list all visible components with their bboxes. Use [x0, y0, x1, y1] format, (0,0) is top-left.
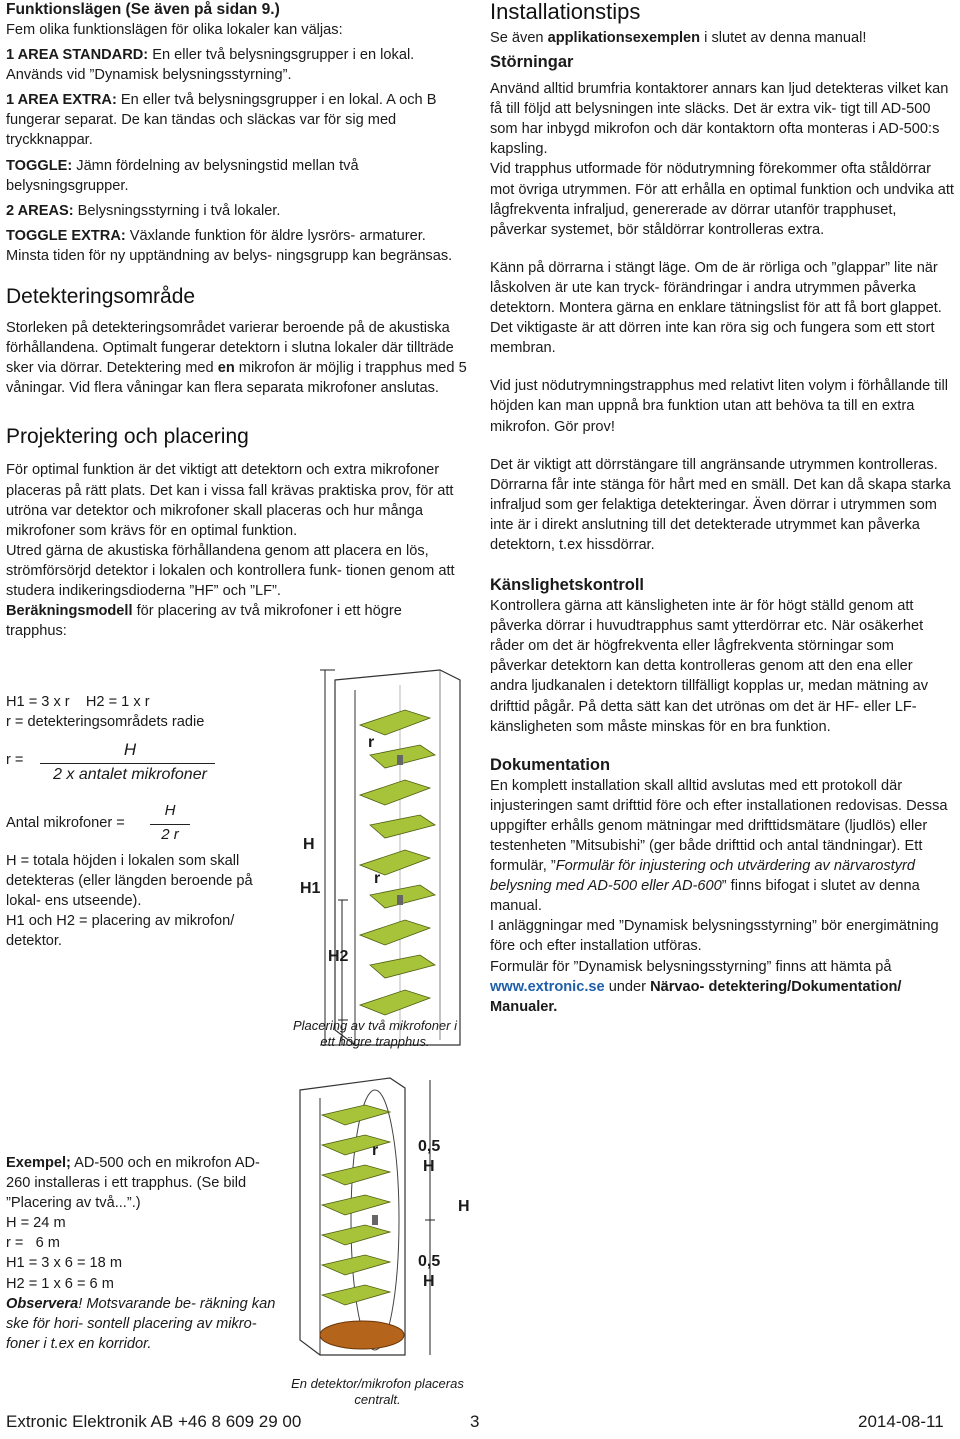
install-note: Se även applikationsexemplen i slutet av denna manual!	[490, 30, 867, 46]
disturbances-heading: Störningar	[490, 53, 574, 72]
formula-ant-num: H	[164, 802, 176, 819]
formula-r-num: H	[123, 740, 137, 759]
label-H1: H1	[300, 880, 321, 897]
mode-item: 1 AREA STANDARD: En eller två belysningsgrupper i en lokal. Används vid ”Dynamisk belysningsstyrning”.	[6, 47, 415, 84]
projecting-heading: Projektering och placering	[6, 425, 249, 449]
formula-block	[6, 692, 296, 732]
label-r: r	[372, 1142, 379, 1159]
stairwell-diagram-1	[280, 650, 480, 1060]
example-text: Exempel; AD-500 och en mikrofon AD-260 installeras i ett trapphus. (Se bild ”Placering av två...”.)	[6, 1155, 260, 1212]
label-bot-05: 0,5	[418, 1253, 441, 1270]
detection-heading: Detekteringsområde	[6, 285, 196, 309]
sensitivity-text: Kontrollera gärna att känsligheten inte är för högt ställd genom att påverka dörrar i huvudtrapphus samt ytterdörrar etc. När osäkerhet råder om det är högfrekventa eller lågfrekventa störningar som påverkar detektorn kan detta kontrolleras genom att den ena eller andra ljudkanalen i detektorn tillfälligt kopplas ur, medan mätning av drifttid pågår. På detta sätt kan det utrönas om det är HF- eller LF-känsligheten som måste minskas för en bra funktion.	[490, 598, 929, 735]
figure-two-microphones	[280, 650, 480, 1060]
figure2-caption: En detektor/mikrofon placeras centralt.	[291, 1376, 464, 1407]
disturbances-p1: Använd alltid brumfria kontaktorer annars kan ljud detekteras vilket kan få till följd att belysningen inte släcks. Det är extra vik- tigt till AD-500 som har inbygd mikrofon och där kontaktorn ofta monteras i AD-500:s kapsling.	[490, 81, 949, 158]
label-H: H	[458, 1198, 470, 1215]
label-r-top: r	[368, 734, 375, 751]
disturbances-p2: Vid trapphus utformade för nödutrymning förekommer ofta ståldörrar mot övriga utrymmen. För att erhålla en optimal funktion och undvika att lågfrekventa infraljud, genererade av dörrar utanför trapphuset, påverkar systemet, bör ståldörrar kontrolleras extra.	[490, 161, 954, 238]
projecting-text-1: För optimal funktion är det viktigt att detektorn och extra mikrofoner placeras på rätt plats. Det kan i vissa fall krävas praktiska prov, för att utröna var detektor och mikrofoner skall placeras och hur många mikrofoner som krävs för en optimal funktion.	[6, 462, 454, 539]
fraction-line	[150, 824, 190, 825]
formula-r-eq: r =	[6, 752, 24, 768]
formula-h: H1 = 3 x r H2 = 1 x r	[6, 694, 150, 710]
footer-date: 2014-08-11	[858, 1412, 944, 1431]
page-footer	[0, 1408, 960, 1439]
h-definitions	[6, 851, 291, 951]
figure-one-detector	[280, 1070, 480, 1408]
disturbances-p3: Känn på dörrarna i stängt läge. Om de är rörliga och ”glappar” lite när låskolven är ute kan tryck- förändringar i andra utrymmen påverka detektorn. Montera gärna en enklare tätningslist för att få bort glappet. Det viktigaste är att dörren inte kan röra sig och fungera som ett stort membran.	[490, 259, 942, 357]
label-H: H	[303, 836, 315, 853]
example-line: H = 24 m	[6, 1215, 66, 1232]
mode-item: TOGGLE: Jämn fördelning av belysningstid mellan två belysningsgrupper.	[6, 157, 359, 194]
mode-item: 1 AREA EXTRA: En eller två belysningsgrupper i en lokal. A och B fungerar separat. De kan tändas och släckas var för sig med tryckknappar.	[6, 92, 437, 149]
disturbances-p5: Det är viktigt att dörrstängare till angränsande utrymmen kontrolleras. Dörrarna får inte stänga för hårt med en smäll. Det kan då skapa starka infraljud som ger felaktiga detekteringar. Även dörrar i utrymmen som inte är i direkt anslutning till det detekterade utrymmet kan påverka detektorn, t.ex hissdörrar.	[490, 456, 951, 553]
mode-item: TOGGLE EXTRA: Växlande funktion för äldre lysrörs- armaturer. Minsta tiden för ny upptändning av belys- ningsgrupp kan begränsas.	[6, 227, 453, 264]
extronic-link[interactable]: www.extronic.se	[490, 978, 605, 995]
right-column	[490, 0, 954, 1017]
formula-ant: Antal mikrofoner =	[6, 815, 125, 831]
label-top-H: H	[423, 1158, 435, 1175]
documentation-heading: Dokumentation	[490, 755, 611, 774]
h-def: H = totala höjden i lokalen som skall detekteras (eller längden beroende på lokal- ens utseende).	[6, 853, 253, 910]
example-line: r = 6 m	[6, 1235, 60, 1252]
documentation-p3: Formulär för ”Dynamisk belysningsstyrning” finns att hämta på www.extronic.se under Närvao- detektering/Dokumentation/ Manualer.	[490, 958, 902, 1015]
functions-heading: Funktionslägen (Se även på sidan 9.)	[6, 1, 280, 18]
label-top-05: 0,5	[418, 1138, 441, 1155]
footer-company: Extronic Elektronik AB +46 8 609 29 00	[6, 1412, 302, 1431]
observe-text: Observera! Motsvarande be- räkning kan ske för hori- sontell placering av mikro- foner i t.ex en korridor.	[6, 1295, 276, 1352]
documentation-p1: En komplett installation skall alltid avslutas med ett protokoll där injusteringen samt drifttid före och efter installationen redovisas. Dessa uppgifter erhålls genom mätningar med drifttidsmätare (ljudlös) eller testenheten ”Mitsubishi” (ger både drifttid och antal tändningar). Ett formulär, ”Formulär för injustering och utvärdering av närvarostyrd belysning med AD-500 eller AD-600” finns bifogat i slutet av denna manual.	[490, 777, 948, 915]
fraction-line	[40, 763, 215, 764]
label-bot-H: H	[423, 1273, 435, 1290]
example-line: H2 = 1 x 6 = 6 m	[6, 1275, 114, 1292]
install-heading: Installationstips	[490, 0, 641, 24]
formula-r-def: r = detekteringsområdets radie	[6, 714, 205, 730]
figure1-caption: Placering av två mikrofoner i ett högre trapphus.	[292, 1018, 457, 1049]
example-block	[6, 1153, 281, 1354]
documentation-p2: I anläggningar med ”Dynamisk belysningsstyrning” bör energimätning före och efter installation utföras.	[490, 918, 939, 955]
footer-page-number: 3	[470, 1412, 480, 1431]
functions-intro: Fem olika funktionslägen för olika lokaler kan väljas:	[6, 22, 343, 38]
formula-r-den: 2 x antalet mikrofoner	[53, 766, 207, 783]
calc-model-text: Beräkningsmodell för placering av två mikrofoner i ett högre trapphus:	[6, 603, 402, 640]
stairwell-diagram-2	[280, 1070, 480, 1370]
disturbances-p4: Vid just nödutrymningstrapphus med relativt liten volym i förhållande till höjden kan man uppnå bra funktion utan att behöva ta till en extra mikrofon. Gör prov!	[490, 378, 949, 435]
sensitivity-heading: Känslighetskontroll	[490, 576, 645, 595]
h12-def: H1 och H2 = placering av mikrofon/ detektor.	[6, 913, 235, 950]
detection-text: Storleken på detekteringsområdet varierar beroende på de akustiska förhållandena. Optimalt fungerar detektorn i slutna lokaler där tillträde sker via dörrar. Detektering med en mikrofon är möjlig i trapphus med 5 våningar. Vid flera våningar kan flera separata mikrofoner anslutas.	[6, 320, 467, 397]
label-r-mid: r	[374, 870, 381, 887]
mode-item: 2 AREAS: Belysningsstyrning i två lokaler.	[6, 202, 281, 219]
projecting-text-2: Utred gärna de akustiska förhållandena genom att placera en lös, strömförsörjd detektor i lokalen och kontrollera funk- tionen genom att studera indikeringsdioderna ”HF” och ”LF”.	[6, 542, 455, 599]
formula-ant-den: 2 r	[161, 826, 179, 843]
label-H2: H2	[328, 948, 349, 965]
left-column	[6, 0, 468, 641]
example-line: H1 = 3 x 6 = 18 m	[6, 1255, 123, 1272]
